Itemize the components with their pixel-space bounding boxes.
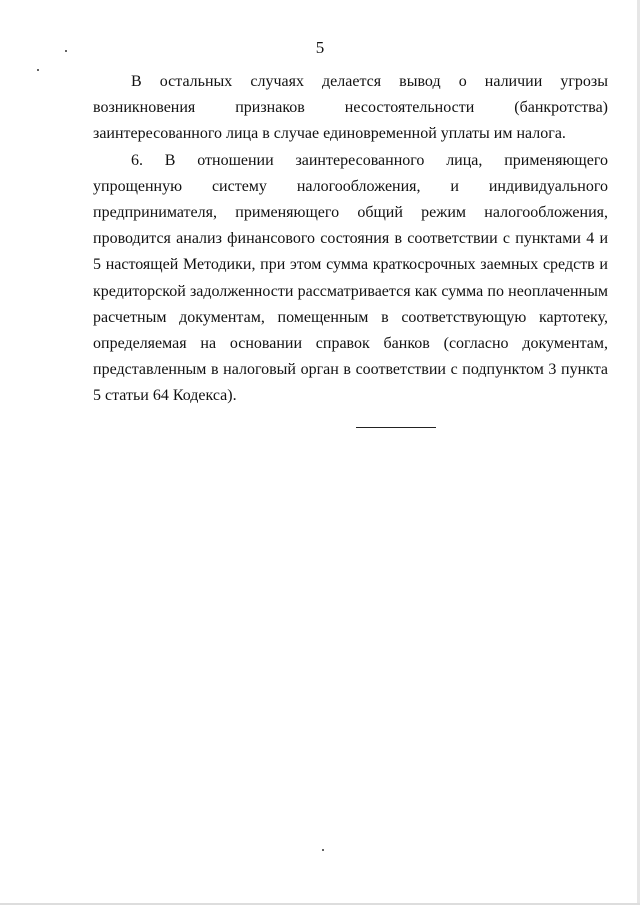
end-separator-line bbox=[356, 427, 436, 428]
paragraph-item-6: 6. В отношении заинтересованного лица, применяющего упрощенную систему налогообложения, и индивидуального предпринимателя, применяющего общий режим налогообложения, проводится анализ финансового состояния в соответствии с пунктами 4 и 5 настоящей Методики, при этом сумма краткосрочных заемных средств и кредиторской задолженности рассматривается как сумма по неоплаченным расчетным документам, помещенным в соответствующую картотеку, определяемая на основании справок банков (согласно документам, представленным в налоговый орган в соответствии с подпунктом 3 пункта 5 статьи 64 Кодекса). bbox=[93, 151, 608, 405]
paragraph-conclusion: В остальных случаях делается вывод о наличии угрозы возникновения признаков несостоятельности (банкротства) заинтересованного лица в случае единовременной уплаты им налога. bbox=[93, 73, 608, 143]
scan-speck bbox=[65, 50, 67, 52]
scan-speck bbox=[37, 69, 39, 71]
document-body bbox=[93, 69, 608, 410]
scan-speck bbox=[322, 849, 324, 851]
page-number: 5 bbox=[315, 38, 325, 57]
